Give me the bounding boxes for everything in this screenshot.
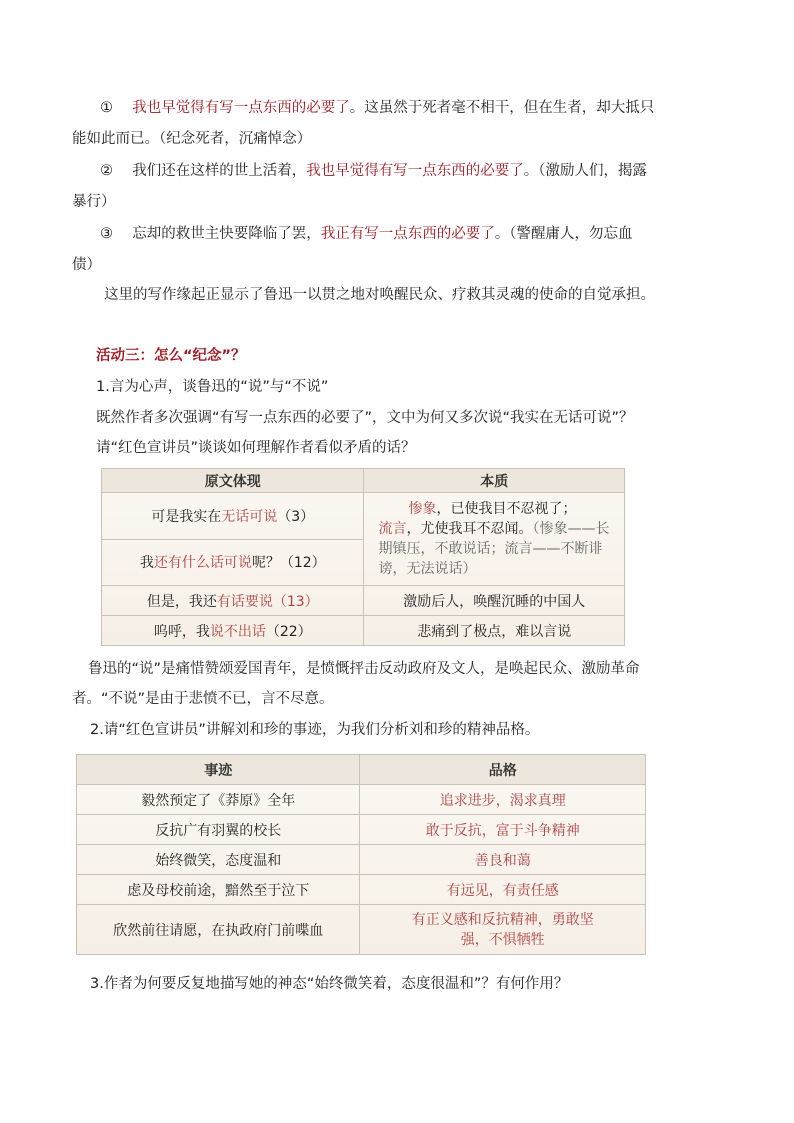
item-2-pre-text: 我们还在这样的世上活着， (132, 163, 307, 179)
item-3-red-text: 我正有写一点东西的必要了 (320, 226, 495, 242)
question-1-line-2: 请“红色宣讲员”谈谈如何理解作者看似矛盾的话？ (96, 440, 416, 456)
question-1-line-1: 既然作者多次强调“有写一点东西的必要了”，文中为何又多次说“我实在无话可说”？ (96, 410, 634, 426)
question-1-title: 1.言为心声，谈鲁迅的“说”与“不说” (96, 379, 329, 395)
character-cell: 善良和蔼 (360, 845, 646, 875)
speaking-table (101, 468, 625, 646)
original-text-cell: 呜呼，我说不出话（22） (102, 616, 364, 646)
table-row (77, 785, 646, 815)
item-3-pre-text: 忘却的救世主快要降临了罢， (132, 226, 321, 242)
item-3-line-1 (100, 224, 632, 244)
item-2-line-1 (100, 161, 647, 181)
table-row (102, 616, 625, 646)
table-row (77, 875, 646, 905)
table-row (102, 493, 625, 540)
item-2-red-text: 我也早觉得有写一点东西的必要了 (306, 163, 524, 179)
header-character: 品格 (360, 755, 646, 785)
question-3-title: 3.作者为何要反复地描写她的神态“始终微笑着，态度很温和”？有何作用？ (90, 976, 569, 992)
essence-cell: 悲痛到了极点，难以言说 (364, 616, 625, 646)
deed-cell: 毅然预定了《莽原》全年 (77, 785, 360, 815)
analysis-line-2: 者。“不说”是由于悲愤不已，言不尽意。 (72, 691, 334, 707)
item-3-number: ③ (100, 226, 113, 242)
item-1-line-1 (100, 98, 654, 118)
deed-cell: 反抗广有羽翼的校长 (77, 815, 360, 845)
original-text-cell: 可是我实在无话可说（3） (102, 493, 364, 540)
header-deeds: 事迹 (77, 755, 360, 785)
essence-merged-cell: 惨象，已使我目不忍视了； 流言，尤使我耳不忍闻。（惨象——长期镇压，不敢说话；流言——不断诽谤，无法说话） (364, 493, 625, 586)
item-1-red-text: 我也早觉得有写一点东西的必要了 (132, 100, 350, 116)
question-2-title: 2.请“红色宣讲员”讲解刘和珍的事迹，为我们分析刘和珍的精神品格。 (90, 722, 540, 738)
table-header-row (102, 469, 625, 493)
item-2-line-2: 暴行） (72, 194, 116, 210)
header-essence: 本质 (364, 469, 625, 493)
character-cell: 有远见，有责任感 (360, 875, 646, 905)
character-cell: 追求进步，渴求真理 (360, 785, 646, 815)
item-2-text: 。（激励人们，揭露 (523, 163, 647, 179)
header-original-text: 原文体现 (102, 469, 364, 493)
analysis-line-1: 鲁迅的“说”是痛惜赞颂爱国青年，是愤慨抨击反动政府及文人，是唤起民众、激励革命 (88, 661, 640, 677)
table-header-row (77, 755, 646, 785)
table-row (77, 845, 646, 875)
character-cell: 有正义感和反抗精神，勇敢坚强，不惧牺牲 (360, 905, 646, 955)
summary-text: 这里的写作缘起正显示了鲁迅一以贯之地对唤醒民众、疗救其灵魂的使命的自觉承担。 (104, 287, 655, 303)
item-3-text: 。（警醒庸人，勿忘血 (494, 226, 633, 242)
table-row (77, 905, 646, 955)
item-3-line-2: 债） (72, 257, 101, 273)
item-2-number: ② (100, 163, 113, 179)
deeds-table (76, 754, 646, 955)
table-row (102, 586, 625, 616)
original-text-cell: 我还有什么话可说呢？（12） (102, 539, 364, 586)
item-1-text: 。这虽然于死者毫不相干，但在生者，却大抵只 (349, 100, 655, 116)
original-text-cell: 但是，我还有话要说（13） (102, 586, 364, 616)
item-1-line-2: 能如此而已。（纪念死者，沉痛悼念） (72, 131, 312, 147)
character-cell: 敢于反抗，富于斗争精神 (360, 815, 646, 845)
essence-cell: 激励后人，唤醒沉睡的中国人 (364, 586, 625, 616)
deed-cell: 虑及母校前途，黯然至于泣下 (77, 875, 360, 905)
item-1-number: ① (100, 100, 113, 116)
deed-cell: 始终微笑，态度温和 (77, 845, 360, 875)
activity-heading: 活动三：怎么“纪念”？ (96, 348, 246, 364)
deed-cell: 欣然前往请愿，在执政府门前喋血 (77, 905, 360, 955)
table-row (77, 815, 646, 845)
